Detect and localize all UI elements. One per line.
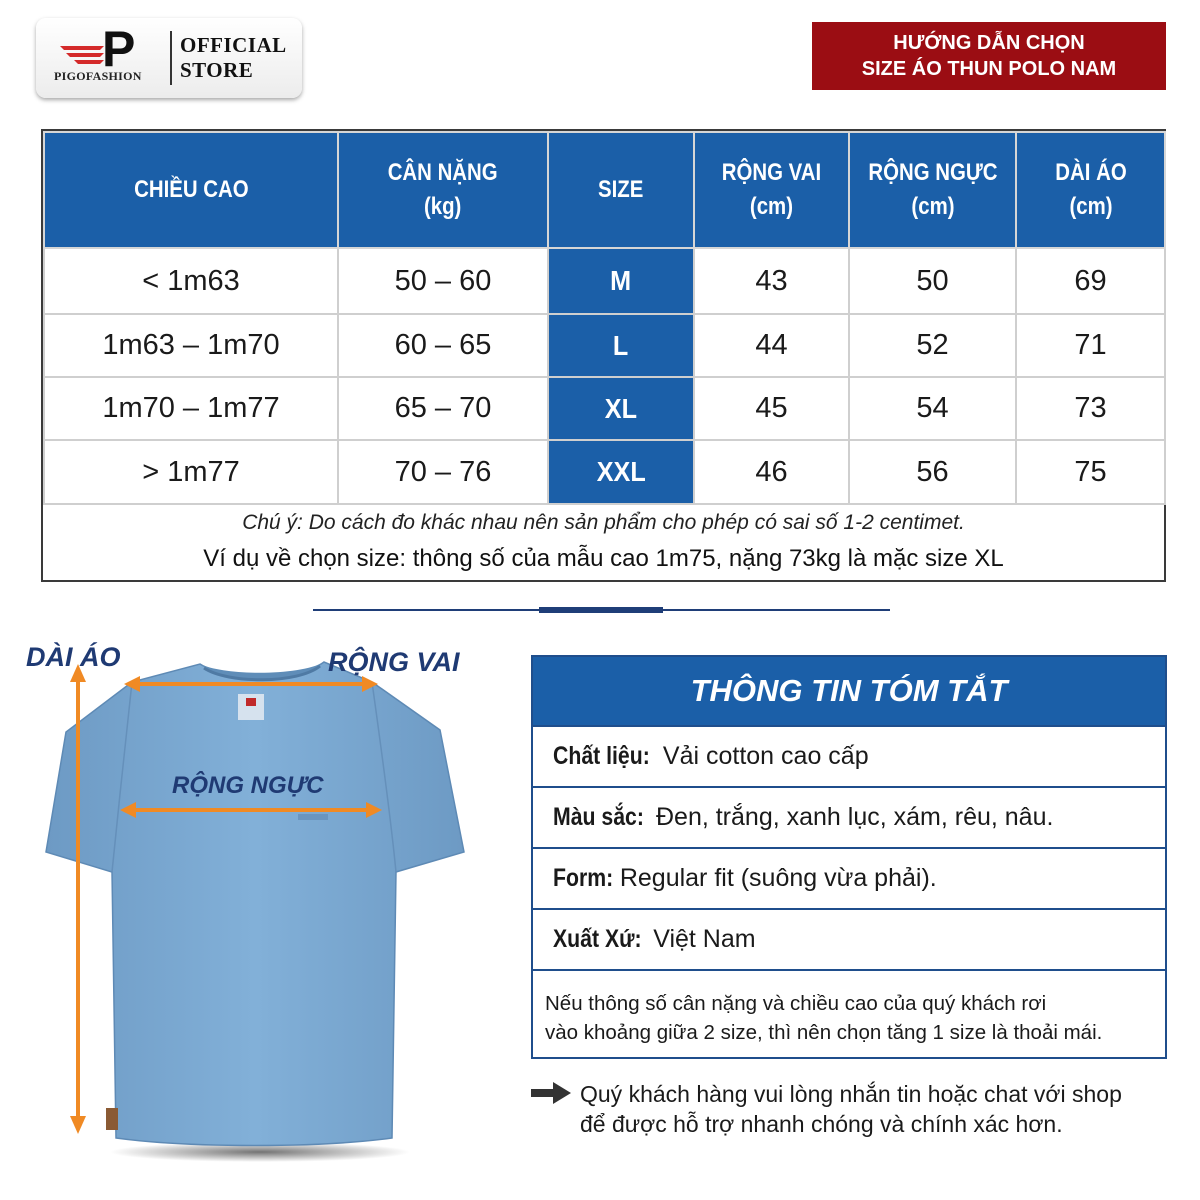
table-header-row (44, 132, 1165, 248)
size-cell: XL (548, 377, 694, 440)
size-between-note-line-2: vào khoảng giữa 2 size, thì nên chọn tăng 1 size là thoải mái. (545, 1021, 1103, 1044)
table-row (44, 314, 1165, 377)
wing-icon (60, 44, 106, 66)
weight-cell: 50 – 60 (338, 248, 548, 314)
origin-key: Xuất Xứ: (553, 925, 642, 953)
chest-cell: 50 (849, 248, 1016, 314)
chest-cell: 56 (849, 440, 1016, 504)
chest-width-label: RỘNG NGỰC (172, 772, 324, 799)
shoulder-cell: 43 (694, 248, 849, 314)
form-value: Regular fit (suông vừa phải). (619, 864, 937, 892)
table-row (44, 248, 1165, 314)
material-value: Vải cotton cao cấp (662, 742, 869, 770)
size-chart (41, 129, 1166, 582)
logo-letter: P (102, 21, 136, 77)
length-cell: 71 (1016, 314, 1165, 377)
summary-row-form (533, 847, 1165, 908)
height-cell: 1m70 – 1m77 (44, 377, 338, 440)
height-cell: > 1m77 (44, 440, 338, 504)
arrow-right-icon (531, 1082, 571, 1104)
shoulder-cell: 45 (694, 377, 849, 440)
contact-note (580, 1079, 1122, 1139)
official-store-text (180, 33, 287, 83)
weight-cell: 70 – 76 (338, 440, 548, 504)
size-between-note (533, 969, 1165, 1047)
summary-row-material (533, 725, 1165, 786)
summary-row-colors (533, 786, 1165, 847)
shoulder-cell: 46 (694, 440, 849, 504)
height-cell: 1m63 – 1m70 (44, 314, 338, 377)
origin-value: Việt Nam (653, 925, 756, 953)
length-cell: 75 (1016, 440, 1165, 504)
table-row (44, 440, 1165, 504)
header-line-1: HƯỚNG DẪN CHỌN (893, 32, 1085, 54)
store-line-1: OFFICIAL (180, 33, 287, 57)
column-header-length: DÀI ÁO (cm) (1016, 132, 1165, 248)
shoulder-cell: 44 (694, 314, 849, 377)
length-cell: 73 (1016, 377, 1165, 440)
summary-row-origin (533, 908, 1165, 969)
measurement-illustration (0, 620, 520, 1200)
size-cell: XXL (548, 440, 694, 504)
size-cell: M (548, 248, 694, 314)
weight-cell: 60 – 65 (338, 314, 548, 377)
logo-badge (36, 18, 302, 98)
length-cell: 69 (1016, 248, 1165, 314)
store-line-2: STORE (180, 58, 254, 82)
size-cell: L (548, 314, 694, 377)
header-line-2: SIZE ÁO THUN POLO NAM (861, 58, 1117, 80)
contact-note-line-2: để được hỗ trợ nhanh chóng và chính xác hơn. (580, 1111, 1063, 1137)
size-between-note-line-1: Nếu thông số cân nặng và chiều cao của quý khách rơi (545, 992, 1047, 1015)
header-banner (812, 22, 1166, 90)
contact-note-line-1: Quý khách hàng vui lòng nhắn tin hoặc chat với shop (580, 1081, 1122, 1107)
column-header-size: SIZE (548, 132, 694, 248)
chest-cell: 54 (849, 377, 1016, 440)
summary-info-box (531, 655, 1167, 1059)
weight-cell: 65 – 70 (338, 377, 548, 440)
chest-cell: 52 (849, 314, 1016, 377)
material-key: Chất liệu: (553, 742, 650, 770)
section-divider-accent (539, 607, 663, 613)
height-cell: < 1m63 (44, 248, 338, 314)
brand-name: PIGOFASHION (54, 69, 142, 83)
column-header-weight: CÂN NẶNG (kg) (338, 132, 548, 248)
size-example-note: Ví dụ về chọn size: thông số của mẫu cao 1m75, nặng 73kg là mặc size XL (203, 545, 1004, 572)
length-label: DÀI ÁO (26, 642, 121, 672)
measurement-tolerance-note: Chú ý: Do cách đo khác nhau nên sản phẩm cho phép có sai số 1-2 centimet. (242, 511, 965, 534)
column-header-chest: RỘNG NGỰC (cm) (849, 132, 1016, 248)
colors-key: Màu sắc: (553, 803, 644, 831)
logo-divider (170, 31, 172, 85)
tshirt-icon (0, 620, 520, 1200)
colors-value: Đen, trắng, xanh lục, xám, rêu, nâu. (655, 803, 1054, 831)
brand-logo (36, 18, 164, 98)
size-table (43, 131, 1166, 505)
column-header-shoulder: RỘNG VAI (cm) (694, 132, 849, 248)
shoulder-width-label: RỘNG VAI (328, 647, 460, 677)
column-header-height: CHIỀU CAO (44, 132, 338, 248)
form-key: Form: (553, 864, 614, 892)
summary-title: THÔNG TIN TÓM TẮT (533, 657, 1165, 725)
table-row (44, 377, 1165, 440)
